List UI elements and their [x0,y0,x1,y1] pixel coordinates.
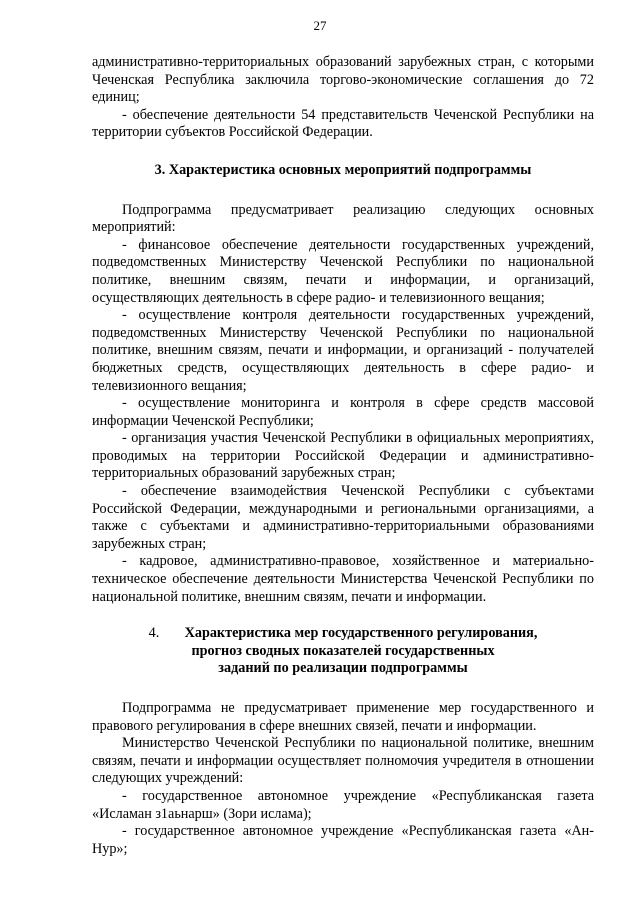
list-item: - осуществление мониторинга и контроля в сфере средств массовой информации Чеченской Республики; [92,395,594,429]
section-4-number: 4. [148,625,160,642]
section-4-title-line-1: Характеристика мер государственного регулирования, [184,625,538,642]
page-number: 27 [313,18,327,33]
paragraph: Подпрограмма предусматривает реализацию следующих основных мероприятий: [92,201,594,236]
section-4-heading [92,625,594,678]
list-item: - осуществление контроля деятельности государственных учреждений, подведомственных Министерству Чеченской Республики по национальной политике, внешним связям, печати и информации, и организаций - получателей бюджетных средств, осуществляющих деятельность в сфере радио- и телевизионного вещания; [92,307,594,394]
list-item: - государственное автономное учреждение «Республиканская газета «Ан-Нур»; [92,823,594,857]
paragraph: административно-территориальных образований зарубежных стран, с которыми Чеченская Республика заключила торгово-экономические соглашения до 72 единиц; [92,54,594,106]
paragraph: Министерство Чеченской Республики по национальной политике, внешним связям, печати и информации осуществляет полномочия учредителя в отношении следующих учреждений: [92,735,594,787]
list-item: - обеспечение деятельности 54 представительств Чеченской Республики на территории субъектов Российской Федерации. [92,106,594,141]
list-item: - обеспечение взаимодействия Чеченской Республики с субъектами Российской Федерации, международными и региональными организациями, а также с субъектами и административно-территориальными образованиями зарубежных стран; [92,483,594,552]
list-item: - организация участия Чеченской Республики в официальных мероприятиях, проводимых на территории Российской Федерации и административно-территориальных образований зарубежных стран; [92,430,594,482]
section-4-title-line-2: прогноз сводных показателей государственных [191,642,495,659]
document-body [92,54,594,858]
list-item: - финансовое обеспечение деятельности государственных учреждений, подведомственных Министерству Чеченской Республики по национальной политике, внешним связям, печати и информации, и организаций, осуществляющих деятельность в сфере радио- и телевизионного вещания; [92,236,594,306]
section-3-heading: 3. Характеристика основных мероприятий подпрограммы [154,161,532,178]
list-item: - государственное автономное учреждение «Республиканская газета «Исламан з1аьнарш» (Зори ислама); [92,787,594,822]
list-item: - кадровое, административно-правовое, хозяйственное и материально-техническое обеспечение деятельности Министерства Чеченской Республики по национальной политике, внешним связям, печати и информации. [92,553,594,605]
paragraph: Подпрограмма не предусматривает применение мер государственного и правового регулирования в сфере внешних связей, печати и информации. [92,700,594,734]
section-4-title-line-3: заданий по реализации подпрограммы [218,660,468,677]
